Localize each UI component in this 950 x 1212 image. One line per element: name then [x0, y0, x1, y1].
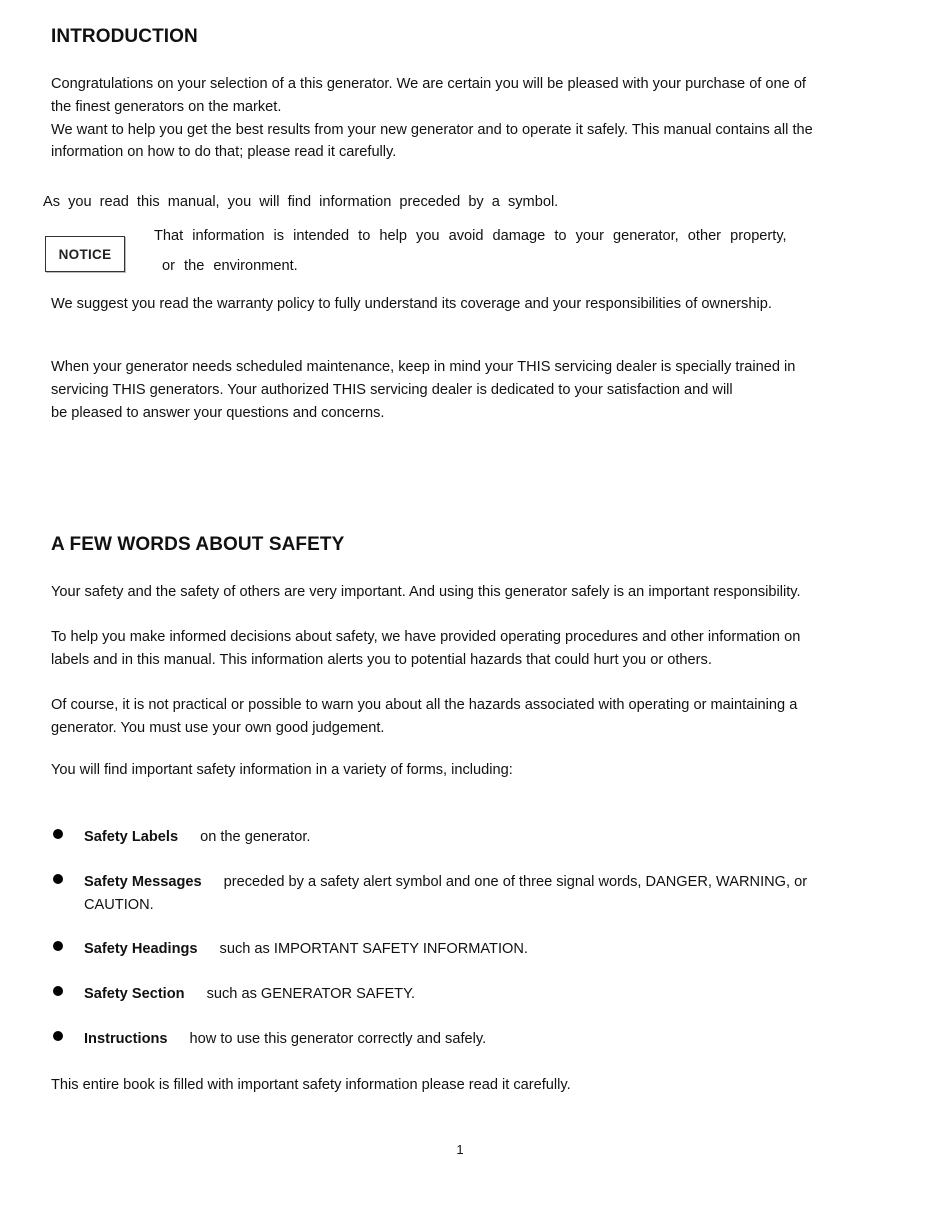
list-item-term: Instructions	[84, 1030, 168, 1047]
text-line: generator. You must use your own good judgement.	[51, 719, 385, 736]
list-item-text: how to use this generator correctly and safely.	[189, 1030, 487, 1047]
list-item-term: Safety Section	[84, 986, 185, 1003]
safety-paragraph	[51, 581, 881, 604]
notice-description-line: That information is intended to help you avoid damage to your generator, other property,	[154, 228, 787, 244]
closing-paragraph	[51, 1074, 881, 1097]
list-item-text: on the generator.	[200, 829, 311, 845]
list-item-text: such as GENERATOR SAFETY.	[206, 986, 416, 1003]
safety-forms-list	[51, 826, 881, 1051]
bullet-icon	[53, 986, 63, 996]
bullet-icon	[53, 941, 63, 951]
introduction-heading: INTRODUCTION	[51, 26, 198, 47]
list-item	[51, 826, 881, 849]
list-item	[51, 871, 881, 917]
safety-paragraph	[51, 694, 881, 740]
page-number: 1	[456, 1142, 464, 1157]
notice-symbol: NOTICE	[45, 236, 125, 272]
list-item-term: Safety Headings	[84, 941, 198, 958]
list-item-term: Safety Labels	[84, 829, 179, 845]
text-line: We want to help you get the best results from your new generator and to operate it safely. This manual contains all the	[51, 121, 813, 138]
list-item	[51, 938, 881, 961]
bullet-icon	[53, 874, 63, 884]
list-item-term: Safety Messages	[84, 873, 202, 890]
text-line: This entire book is filled with important safety information please read it carefully.	[51, 1077, 571, 1093]
safety-paragraph	[51, 626, 881, 672]
introduction-paragraph	[51, 73, 881, 164]
text-line: Of course, it is not practical or possible to warn you about all the hazards associated with operating or maintaining a	[51, 697, 798, 713]
safety-paragraph	[51, 759, 881, 782]
notice-description-line: or the environment.	[162, 258, 298, 274]
text-line: We suggest you read the warranty policy to fully understand its coverage and your responsibilities of ownership.	[51, 296, 772, 312]
bullet-icon	[53, 829, 63, 839]
text-line: information on how to do that; please read it carefully.	[51, 144, 397, 161]
text-line: To help you make informed decisions about safety, we have provided operating procedures and other information on	[51, 629, 801, 645]
bullet-icon	[53, 1031, 63, 1041]
text-line: labels and in this manual. This information alerts you to potential hazards that could hurt you or others.	[51, 651, 712, 668]
text-line: When your generator needs scheduled maintenance, keep in mind your THIS servicing dealer is specially trained in	[51, 359, 796, 375]
warranty-paragraph	[51, 293, 881, 316]
list-item	[51, 1028, 881, 1051]
text-line: Your safety and the safety of others are very important. And using this generator safely is an important responsibility.	[51, 584, 801, 600]
maintenance-paragraph	[51, 356, 881, 424]
text-line: the finest generators on the market.	[51, 98, 282, 115]
safety-heading: A FEW WORDS ABOUT SAFETY	[51, 534, 345, 555]
text-line: servicing THIS generators. Your authorized THIS servicing dealer is dedicated to your satisfaction and will	[51, 381, 733, 398]
list-item-text: such as IMPORTANT SAFETY INFORMATION.	[219, 941, 528, 958]
list-item-text: CAUTION.	[84, 896, 154, 913]
text-line: be pleased to answer your questions and concerns.	[51, 404, 385, 421]
list-item-text: preceded by a safety alert symbol and one of three signal words, DANGER, WARNING, or	[223, 873, 808, 890]
list-item	[51, 983, 881, 1006]
symbol-explanation: As you read this manual, you will find information preceded by a symbol.	[43, 194, 559, 210]
text-line: Congratulations on your selection of a this generator. We are certain you will be pleased with your purchase of one of	[51, 76, 806, 92]
text-line: You will find important safety information in a variety of forms, including:	[51, 762, 513, 778]
